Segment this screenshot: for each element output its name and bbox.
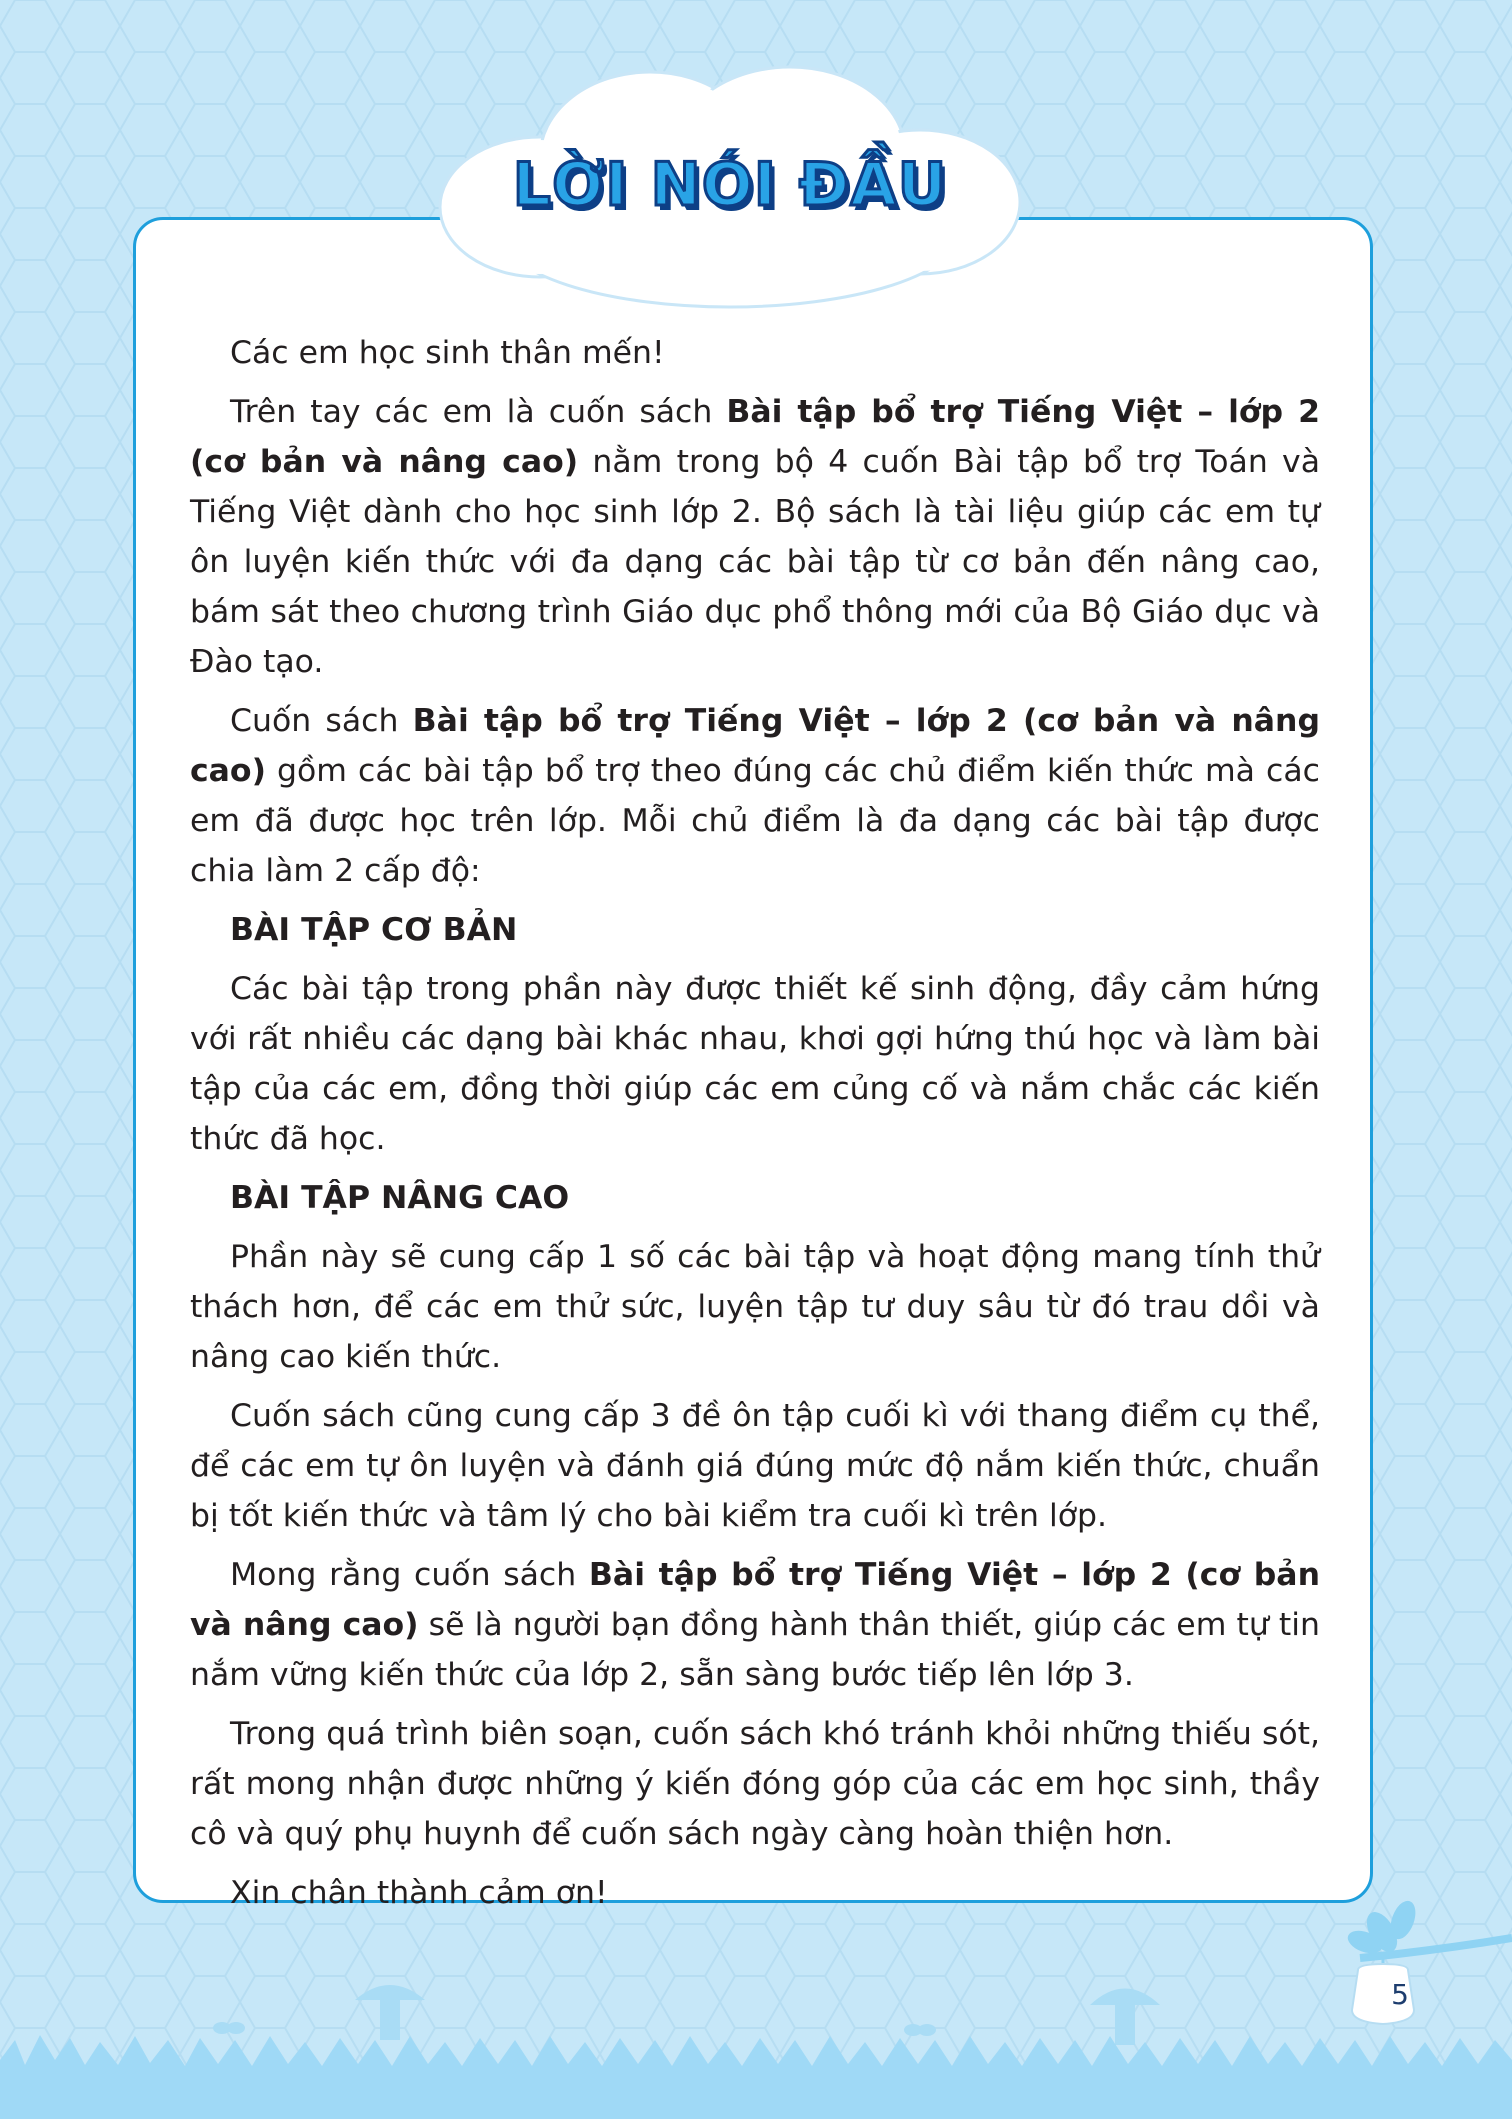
paragraph-advanced: Phần này sẽ cung cấp 1 số các bài tập và hoạt động mang tính thử thách hơn, để các em thử sức, luyện tập tư duy sâu từ đó trau dồi và nâng cao kiến thức. [190, 1239, 1320, 1375]
page-number: 5 [1391, 1978, 1409, 2011]
page-title: LỜI NÓI ĐẦU [512, 150, 948, 220]
paragraph-feedback: Trong quá trình biên soạn, cuốn sách khó tránh khỏi những thiếu sót, rất mong nhận được những ý kiến đóng góp của các em học sinh, thầy cô và quý phụ huynh để cuốn sách ngày càng hoàn thiện hơn. [190, 1716, 1320, 1852]
paragraph-structure: Cuốn sách Bài tập bổ trợ Tiếng Việt – lớp 2 (cơ bản và nâng cao) gồm các bài tập bổ trợ theo đúng các chủ điểm kiến thức mà các em đã được học trên lớp. Mỗi chủ điểm là đa dạng các bài tập được chia làm 2 cấp độ: [190, 703, 1320, 889]
bottom-decoration [0, 1860, 1512, 2119]
paragraph-tests: Cuốn sách cũng cung cấp 3 đề ôn tập cuối kì với thang điểm cụ thể, để các em tự ôn luyện và đánh giá đúng mức độ nắm kiến thức, chuẩn bị tốt kiến thức và tâm lý cho bài kiểm tra cuối kì trên lớp. [190, 1398, 1320, 1534]
preface-text [190, 328, 1320, 1927]
mushroom-icon [355, 1985, 1160, 2045]
paragraph-basic: Các bài tập trong phần này được thiết kế sinh động, đầy cảm hứng với rất nhiều các dạng bài khác nhau, khơi gợi hứng thú học và làm bài tập của các em, đồng thời giúp các em củng cố và nắm chắc các kiến thức đã học. [190, 971, 1320, 1157]
greeting-paragraph: Các em học sinh thân mến! [230, 335, 665, 371]
grass-strip [0, 2035, 1512, 2119]
branch-icon [1345, 1897, 1512, 1958]
paragraph-hope: Mong rằng cuốn sách Bài tập bổ trợ Tiếng Việt – lớp 2 (cơ bản và nâng cao) sẽ là người bạn đồng hành thân thiết, giúp các em tự tin nắm vững kiến thức của lớp 2, sẵn sàng bước tiếp lên lớp 3. [190, 1557, 1320, 1693]
butterfly-icon [213, 2022, 936, 2036]
heading-basic-exercises: BÀI TẬP CƠ BẢN [230, 912, 518, 948]
paragraph-intro: Trên tay các em là cuốn sách Bài tập bổ trợ Tiếng Việt – lớp 2 (cơ bản và nâng cao) nằm trong bộ 4 cuốn Bài tập bổ trợ Toán và Tiếng Việt dành cho học sinh lớp 2. Bộ sách là tài liệu giúp các em tự ôn luyện kiến thức với đa dạng các bài tập từ cơ bản đến nâng cao, bám sát theo chương trình Giáo dục phổ thông mới của Bộ Giáo dục và Đào tạo. [190, 394, 1321, 680]
closing-paragraph: Xin chân thành cảm ơn! [230, 1875, 608, 1911]
heading-advanced-exercises: BÀI TẬP NÂNG CAO [230, 1180, 570, 1216]
